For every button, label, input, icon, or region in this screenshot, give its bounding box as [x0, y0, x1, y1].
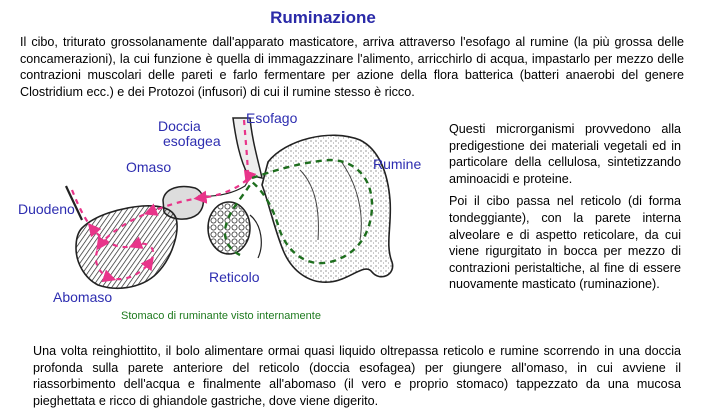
label-esofago: Esofago: [246, 110, 298, 126]
diagram-caption: Stomaco di ruminante visto internamente: [121, 310, 321, 322]
label-omaso: Omaso: [126, 159, 172, 175]
label-doccia-esofagea-1: Doccia: [158, 118, 201, 134]
right-text-column: [449, 121, 681, 299]
bottom-paragraph: Una volta reinghiottito, il bolo alimentare ormai quasi liquido oltrepassa reticolo e rumine scorrendo in una doccia profonda sulla parete anteriore del reticolo (doccia esofagea) per giungere all'omaso, in cui avviene il riassorbimento dell'acqua e finalmente all'abomaso (il vero e proprio stomaco) tappezzato da una mucosa pieghettata e ricco di ghiandole gastriche, dove viene digerito.: [33, 344, 681, 408]
right-paragraph-1: Questi microrganismi provvedono alla predigestione dei materiali vegetali ed in particolare della cellulosa, sintetizzando aminoacidi e proteine.: [449, 122, 681, 186]
intro-paragraph: Il cibo, triturato grossolanamente dall'apparato masticatore, arriva attraverso l'esofago al rumine (la più grossa delle concamerazioni), la cui funzione è quella di immagazzinare l'alimento, arricchirlo di acqua, impastarlo per mezzo delle contrazioni muscolari delle pareti e farlo fermentare per azione della flora batterica (batteri anaerobi del genere Clostridium ecc.) e dei Protozoi (infusori) di cui il rumine stesso è ricco.: [20, 35, 684, 99]
label-reticolo: Reticolo: [209, 269, 260, 285]
esophagus-shape: [233, 118, 262, 178]
esophageal-groove-shape: [198, 178, 250, 196]
label-rumine: Rumine: [373, 156, 422, 172]
label-abomaso: Abomaso: [53, 289, 113, 305]
label-duodeno: Duodeno: [18, 201, 75, 217]
right-paragraph-2: Poi il cibo passa nel reticolo (di forma tondeggiante), con la parete interna alveolare e di aspetto reticolare, da cui viene rigurgitato in bocca per mezzo di contrazioni peristaltiche, al fine di essere nuovamente masticato (ruminazione).: [449, 194, 681, 292]
title-text: Ruminazione: [270, 8, 376, 27]
label-doccia-esofagea-2: esofagea: [163, 133, 221, 149]
